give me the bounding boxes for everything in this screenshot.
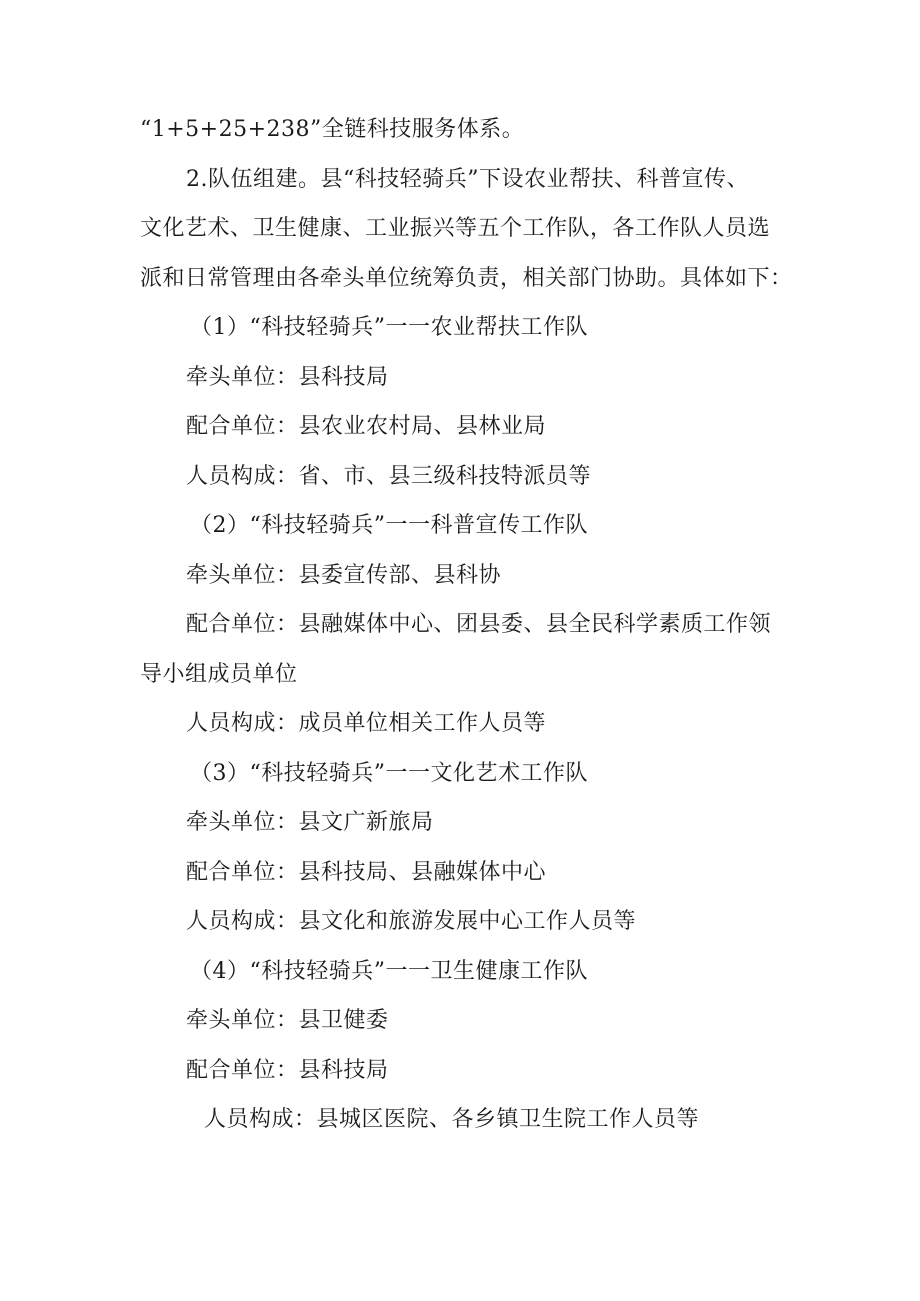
text-line: 人员构成：县城区医院、各乡镇卫生院工作人员等 <box>204 1107 700 1132</box>
text-line: 牵头单位：县卫健委 <box>186 1008 389 1033</box>
section-heading: （3）“科技轻骑兵”一一文化艺术工作队 <box>190 761 588 786</box>
text-line: 牵头单位：县文广新旅局 <box>186 810 434 835</box>
section-heading: （4）“科技轻骑兵”一一卫生健康工作队 <box>190 959 588 984</box>
text-line: 配合单位：县农业农村局、县林业局 <box>186 414 547 439</box>
text-line: 牵头单位：县科技局 <box>186 365 389 390</box>
section-heading: （1）“科技轻骑兵”一一农业帮扶工作队 <box>190 315 588 340</box>
text-line: 2.队伍组建。县“科技轻骑兵”下设农业帮扶、科普宣传、 <box>186 167 749 192</box>
text-line: 牵头单位：县委宣传部、县科协 <box>186 563 502 588</box>
text-line: 文化艺术、卫生健康、工业振兴等五个工作队，各工作队人员选 <box>140 216 771 241</box>
text-line: 配合单位：县科技局、县融媒体中心 <box>186 860 547 885</box>
text-line: 人员构成：成员单位相关工作人员等 <box>186 711 547 736</box>
text-line: 导小组成员单位 <box>140 662 298 687</box>
section-heading: （2）“科技轻骑兵”一一科普宣传工作队 <box>190 513 588 538</box>
text-line: “1+5+25+238”全链科技服务体系。 <box>140 117 525 142</box>
text-line: 人员构成：省、市、县三级科技特派员等 <box>186 464 592 489</box>
text-line: 人员构成：县文化和旅游发展中心工作人员等 <box>186 909 637 934</box>
text-line: 配合单位：县融媒体中心、团县委、县全民科学素质工作领 <box>186 612 772 637</box>
text-line: 派和日常管理由各牵头单位统筹负责，相关部门协助。具体如下： <box>140 266 793 291</box>
text-line: 配合单位：县科技局 <box>186 1058 389 1083</box>
